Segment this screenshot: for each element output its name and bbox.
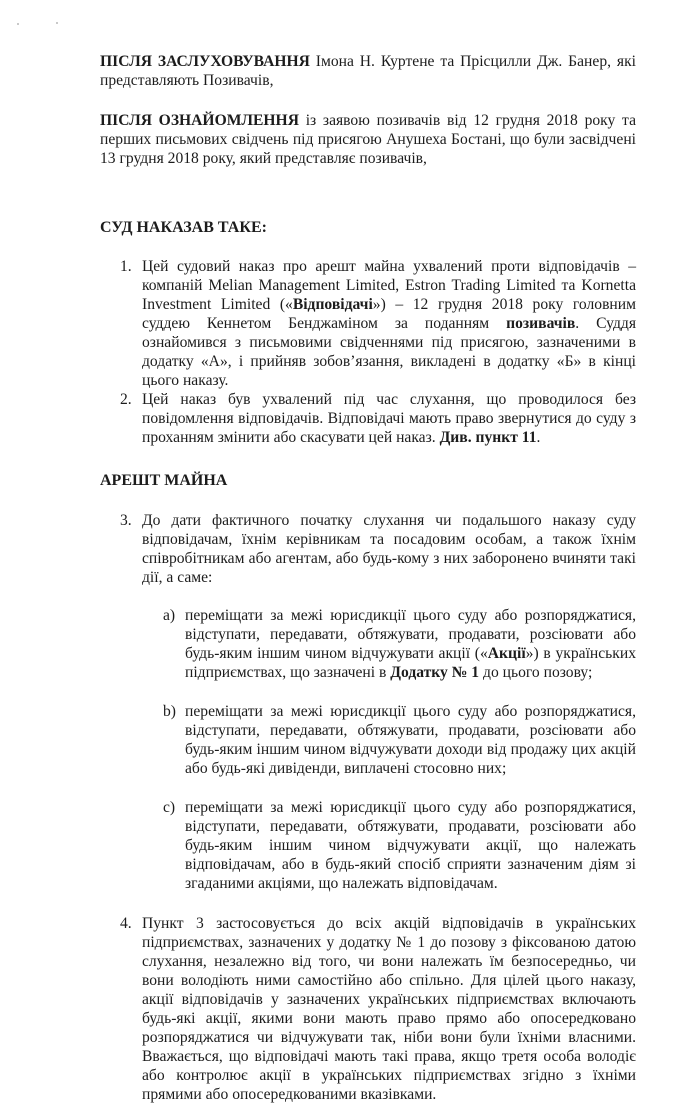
bold-term: Див. пункт 11 <box>439 429 537 446</box>
text-run: до цього позову; <box>479 664 593 681</box>
paragraph-hearing-text: Імона Н. Куртене та Прісцилли Дж. Банер, які представляють Позивачів, <box>100 53 636 89</box>
paragraph-review <box>100 111 636 168</box>
list-item-3 <box>100 511 636 587</box>
bold-term: позивачів <box>506 315 576 332</box>
bold-term: Відповідачі <box>292 296 373 313</box>
text-run: ») в українських підприємствах, що зазначені в <box>185 645 636 681</box>
heading-property-arrest: АРЕШТ МАЙНА <box>100 472 228 489</box>
sub-list-item-text <box>185 798 636 893</box>
list-item-number: 1. <box>120 258 132 275</box>
list-item-number: 2. <box>120 391 132 408</box>
list-item-text <box>142 257 636 390</box>
bold-term: Акції <box>487 645 526 662</box>
heading-court-ordered: СУД НАКАЗАВ ТАКЕ: <box>100 219 267 236</box>
paragraph-review-lead: ПІСЛЯ ОЗНАЙОМЛЕННЯ <box>100 112 299 129</box>
sub-list-item-a <box>100 606 636 682</box>
sub-list-item-b <box>100 702 636 778</box>
numbered-list-order <box>100 257 636 447</box>
paragraph-hearing-lead: ПІСЛЯ ЗАСЛУХОВУВАННЯ <box>100 53 310 70</box>
list-item-text: Пункт 3 застосовується до всіх акцій відповідачів в українських підприємствах, зазначених у додатку № 1 до позову з фіксованою датою слухання, незалежно від того, чи вони належать їм безпосередньо, чи вони володіють ними самостійно або спільно. Для цілей цього наказу, акції відповідачів у зазначених українських підприємствах включають будь-які акції, якими вони мають право прямо або опосередковано розпоряджатися чи відчужувати так, ніби вони були їхніми власними. Вважається, що відповідачі мають такі права, якщо третя особа володіє або контролює акції в українських підприємствах згідно з їхніми прямими або опосередкованими вказівками. <box>142 915 636 1103</box>
text-run: Цей наказ був ухвалений під час слухання, що проводилося без повідомлення відповідачів. Відповідачі мають право звернутися до суду з проханням змінити або скасувати цей наказ. <box>142 391 636 446</box>
text-run: переміщати за межі юрисдикції цього суду або розпоряджатися, відступати, передавати, обтяжувати, продавати, розсіювати або будь-яким іншим чином відчужувати акції (« <box>185 607 636 662</box>
scan-speck <box>17 23 19 25</box>
text-run: . Суддя ознайомився з письмовими свідченнями під присягою, зазначеними в додатку «А», і прийняв зобов’язання, викладені в додатку «Б» в кінці цього наказу. <box>142 315 636 389</box>
text-run: ») – 12 грудня 2018 року головним суддею Кеннетом Бенджаміном за поданням <box>142 296 636 332</box>
list-item-number: 3. <box>120 512 132 529</box>
list-item-2 <box>100 390 636 447</box>
text-run: переміщати за межі юрисдикції цього суду або розпоряджатися, відступати, передавати, обтяжувати, продавати, розсіювати або будь-яким іншим чином відчужувати доходи від продажу цих акцій або будь-які дивіденди, виплачені стосовно них; <box>185 703 636 777</box>
list-item-1 <box>100 257 636 390</box>
text-run: . <box>536 429 541 446</box>
sub-list-item-text <box>185 606 636 682</box>
sub-list-item-marker: b) <box>163 703 176 720</box>
paragraph-hearing <box>100 52 636 90</box>
text-run: переміщати за межі юрисдикції цього суду або розпоряджатися, відступати, передавати, обтяжувати, продавати, розсіювати або будь-яким іншим чином відчужувати акції, що належать відповідачам, або в будь-який спосіб сприяти зазначеним діям зі згаданими акціями, що належать відповідачам. <box>185 799 636 892</box>
list-item-text: До дати фактичного початку слухання чи подальшого наказу суду відповідачам, їхнім керівникам та посадовим особам, а також їхнім співробітникам або агентам, або будь-кому з них заборонено вчиняти такі дії, а саме: <box>142 512 636 586</box>
list-item-4 <box>100 914 636 1104</box>
sub-list-item-marker: c) <box>163 799 176 816</box>
sub-list-item-marker: a) <box>163 607 176 624</box>
sub-list-prohibited-actions <box>100 606 636 893</box>
document-page <box>100 50 636 1104</box>
sub-list-item-text <box>185 702 636 778</box>
list-item-number: 4. <box>120 915 132 932</box>
bold-term: Додатку № 1 <box>390 664 480 681</box>
text-run: Цей судовий наказ про арешт майна ухвалений проти відповідачів – компаній Melian Management Limited, Estron Trading Limited та Kornetta Investment Limited (« <box>142 258 636 313</box>
sub-list-item-c <box>100 798 636 893</box>
scan-speck <box>56 22 58 24</box>
list-item-text <box>142 390 636 447</box>
paragraph-review-text: із заявою позивачів від 12 грудня 2018 року та перших письмових свідчень під присягою Анушеха Бостані, що були засвідчені 13 грудня 2018 року, який представляє позивачів, <box>100 112 636 167</box>
